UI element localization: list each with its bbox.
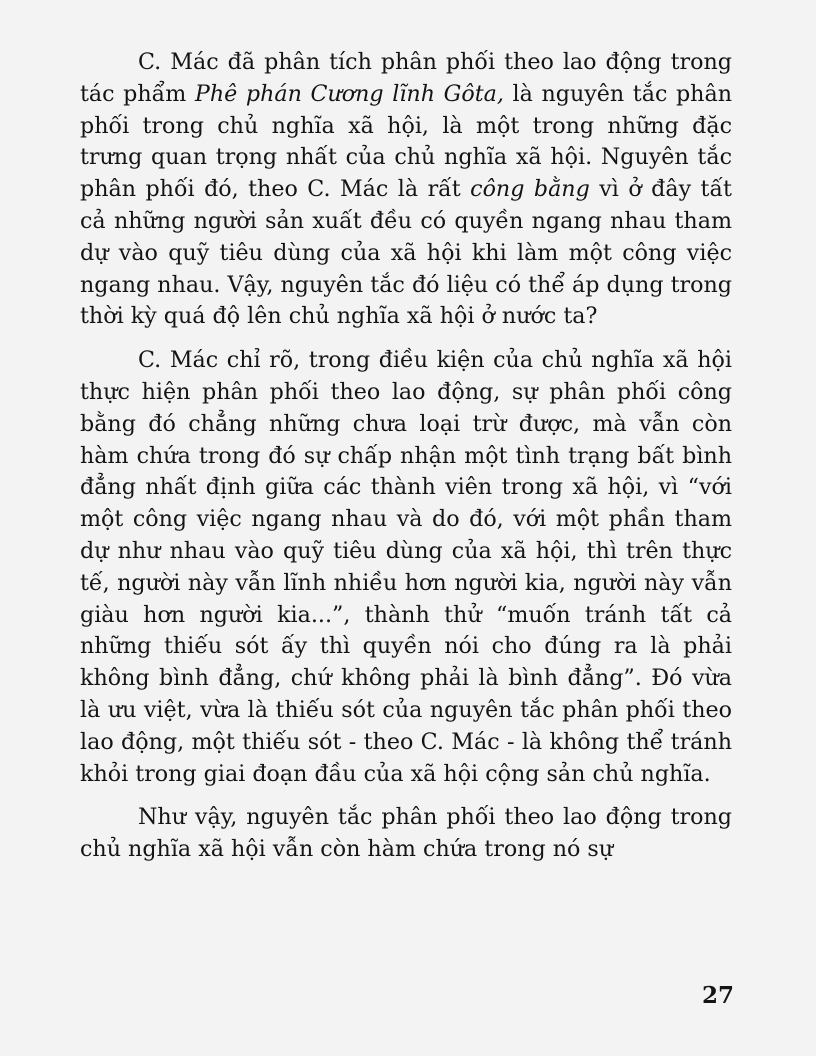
emphasis-cong-bang: công bằng xyxy=(470,176,590,203)
book-title-italic: Phê phán Cương lĩnh Gôta, xyxy=(194,80,504,107)
paragraph-1-text-e: vì ở đây tất cả những người sản xuất đều có quyền ngang nhau tham dự vào quỹ tiêu dùng của xã hội khi làm một công việc ngang nhau. Vậy, nguyên tắc đó liệu có thể áp dụng trong thời kỳ quá độ lên chủ nghĩa xã hội ở nước ta? xyxy=(80,176,732,330)
paragraph-1-text-a: C. Mác đã phân tích phân phối theo lao động trong tác phẩm xyxy=(80,49,732,107)
paragraph-1-text-c: là nguyên tắc phân phối trong chủ nghĩa xã hội, là một trong những đặc trưng quan trọng nhất của chủ nghĩa xã hội. Nguyên tắc phân phối đó, theo C. Mác là rất xyxy=(80,80,732,203)
paragraph-1 xyxy=(80,47,732,333)
page-number: 27 xyxy=(701,982,734,1009)
page-body xyxy=(80,47,732,878)
paragraph-3: Như vậy, nguyên tắc phân phối theo lao động trong chủ nghĩa xã hội vẫn còn hàm chứa trong nó sự xyxy=(80,804,732,863)
paragraph-2: C. Mác chỉ rõ, trong điều kiện của chủ nghĩa xã hội thực hiện phân phối theo lao động, sự phân phối công bằng đó chẳng những chưa loại trừ được, mà vẫn còn hàm chứa trong đó sự chấp nhận một tình trạng bất bình đẳng nhất định giữa các thành viên trong xã hội, vì “với một công việc ngang nhau và do đó, với một phần tham dự như nhau vào quỹ tiêu dùng của xã hội, thì trên thực tế, người này vẫn lĩnh nhiều hơn người kia, người này vẫn giàu hơn người kia...”, thành thử “muốn tránh tất cả những thiếu sót ấy thì quyền nói cho đúng ra là phải không bình đẳng, chứ không phải là bình đẳng”. Đó vừa là ưu việt, vừa là thiếu sót của nguyên tắc phân phối theo lao động, một thiếu sót - theo C. Mác - là không thể tránh khỏi trong giai đoạn đầu của xã hội cộng sản chủ nghĩa. xyxy=(80,347,732,787)
